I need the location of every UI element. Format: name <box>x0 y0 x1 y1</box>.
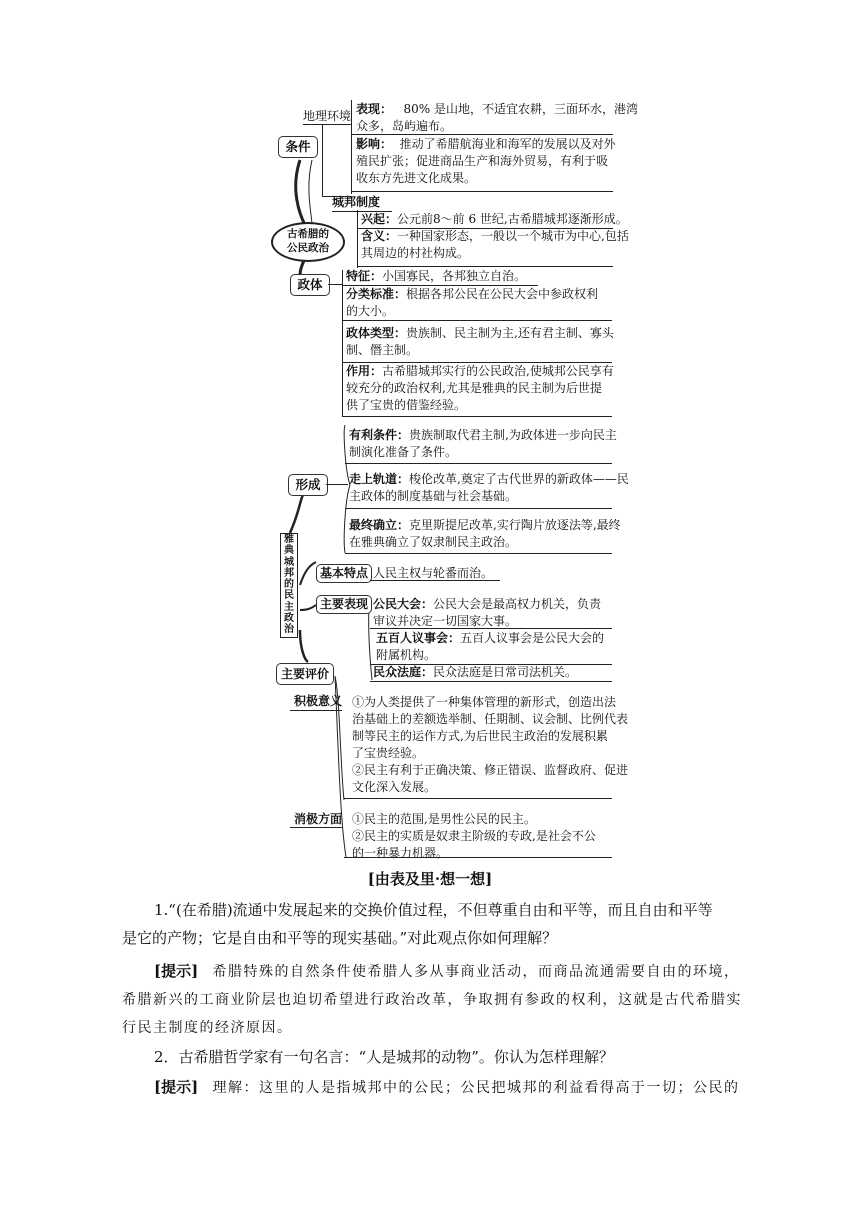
section-title: [由表及里·想一想] <box>367 870 493 888</box>
node-positive: 积极意义 <box>294 694 343 708</box>
polity-feature: 特征：小国寡民，各邦独立自治。 <box>346 269 527 283</box>
node-main-manifestation: 主要表现 <box>316 595 372 614</box>
geo-impact: 影响： 推动了希腊航海业和海军的发展以及对外 殖民扩张；促进商品生产和海外贸易，有利于吸 收东方先进文化成果。 <box>356 137 616 185</box>
main-court: 民众法庭：民众法庭是日常司法机关。 <box>373 665 578 679</box>
central-oval: 古希腊的 公民政治 <box>271 222 345 262</box>
node-city-system: 城邦制度 <box>332 195 381 209</box>
node-evaluation: 主要评价 <box>276 663 334 685</box>
main-council: 五百人议事会：五百人议事会是公民大会的 附属机构。 <box>376 631 605 662</box>
node-geo: 地理环境 <box>303 109 352 123</box>
polity-classification: 分类标准：根据各邦公民在公民大会中参政权利 的大小。 <box>346 287 599 318</box>
answer-1: [提示] 希腊特殊的自然条件使希腊人多从事商业活动，而商品流通需要自由的环境， 希腊新兴的工商业阶层也迫切希望进行政治改革，争取拥有参政的权利，这就是古代希腊实 行民主制度的经济原因。 <box>122 962 742 1036</box>
positive-text: ①为人类提供了一种集体管理的新形式，创造出法 治基础上的差额选举制、任期制、议会制、比例代表 制等民主的运作方式,为后世民主政治的发展积累 了宝贵经验。 ②民主有利于正确决策、修正错误、监督政府、促进 文化深入发展。 <box>352 695 629 794</box>
athens-side-label: 雅 典 城 邦 的 民 主 政 治 <box>280 533 298 638</box>
main-assembly: 公民大会：公民大会是最高权力机关，负责 审议并决定一切国家大事。 <box>373 597 602 628</box>
node-polity: 政体 <box>290 274 330 296</box>
hint-label-2: [提示] <box>154 1078 199 1096</box>
basic-features-text: 人民主权与轮番而治。 <box>373 566 494 580</box>
question-1: 1.“(在希腊)流通中发展起来的交换价值过程，不但尊重自由和平等，而且自由和平等 是它的产物；它是自由和平等的现实基础。”对此观点你如何理解？ <box>122 901 713 947</box>
node-basic-features: 基本特点 <box>316 564 372 583</box>
question-2: 2．古希腊哲学家有一句名言：“人是城邦的动物”。你认为怎样理解？ <box>154 1048 614 1066</box>
polity-effect: 作用：古希腊城邦实行的公民政治,使城邦公民享有 较充分的政治权利,尤其是雅典的民主制为后世提 供了宝贵的借鉴经验。 <box>346 364 614 412</box>
hint-label: [提示] <box>154 962 199 980</box>
formation-final: 最终确立：克里斯提尼改革,实行陶片放逐法等,最终 在雅典确立了奴隶制民主政治。 <box>349 518 621 549</box>
geo-performance: 表现： 80% 是山地，不适宜农耕，三面环水，港湾 众多，岛屿遍布。 <box>356 102 638 133</box>
city-meaning: 含义：一种国家形态，一般以一个城市为中心,包括 其周边的村社构成。 <box>361 229 629 260</box>
formation-track: 走上轨道：梭伦改革,奠定了古代世界的新政体——民 主政体的制度基础与社会基础。 <box>349 472 629 503</box>
answer-2: [提示] 理解：这里的人是指城邦中的公民；公民把城邦的利益看得高于一切；公民的 <box>154 1078 740 1096</box>
city-rise: 兴起：公元前8～前 6 世纪,古希腊城邦逐渐形成。 <box>361 212 628 226</box>
node-negative: 消极方面 <box>294 812 343 826</box>
polity-types: 政体类型：贵族制、民主制为主,还有君主制、寡头 制、僭主制。 <box>346 326 614 357</box>
negative-text: ①民主的范围,是男性公民的民主。 ②民主的实质是奴隶主阶级的专政,是社会不公 的一种暴力机器。 <box>352 812 596 860</box>
node-conditions: 条件 <box>278 136 318 158</box>
node-formation: 形成 <box>288 474 328 496</box>
formation-condition: 有利条件：贵族制取代君主制,为政体进一步向民主 制演化准备了条件。 <box>349 428 617 459</box>
